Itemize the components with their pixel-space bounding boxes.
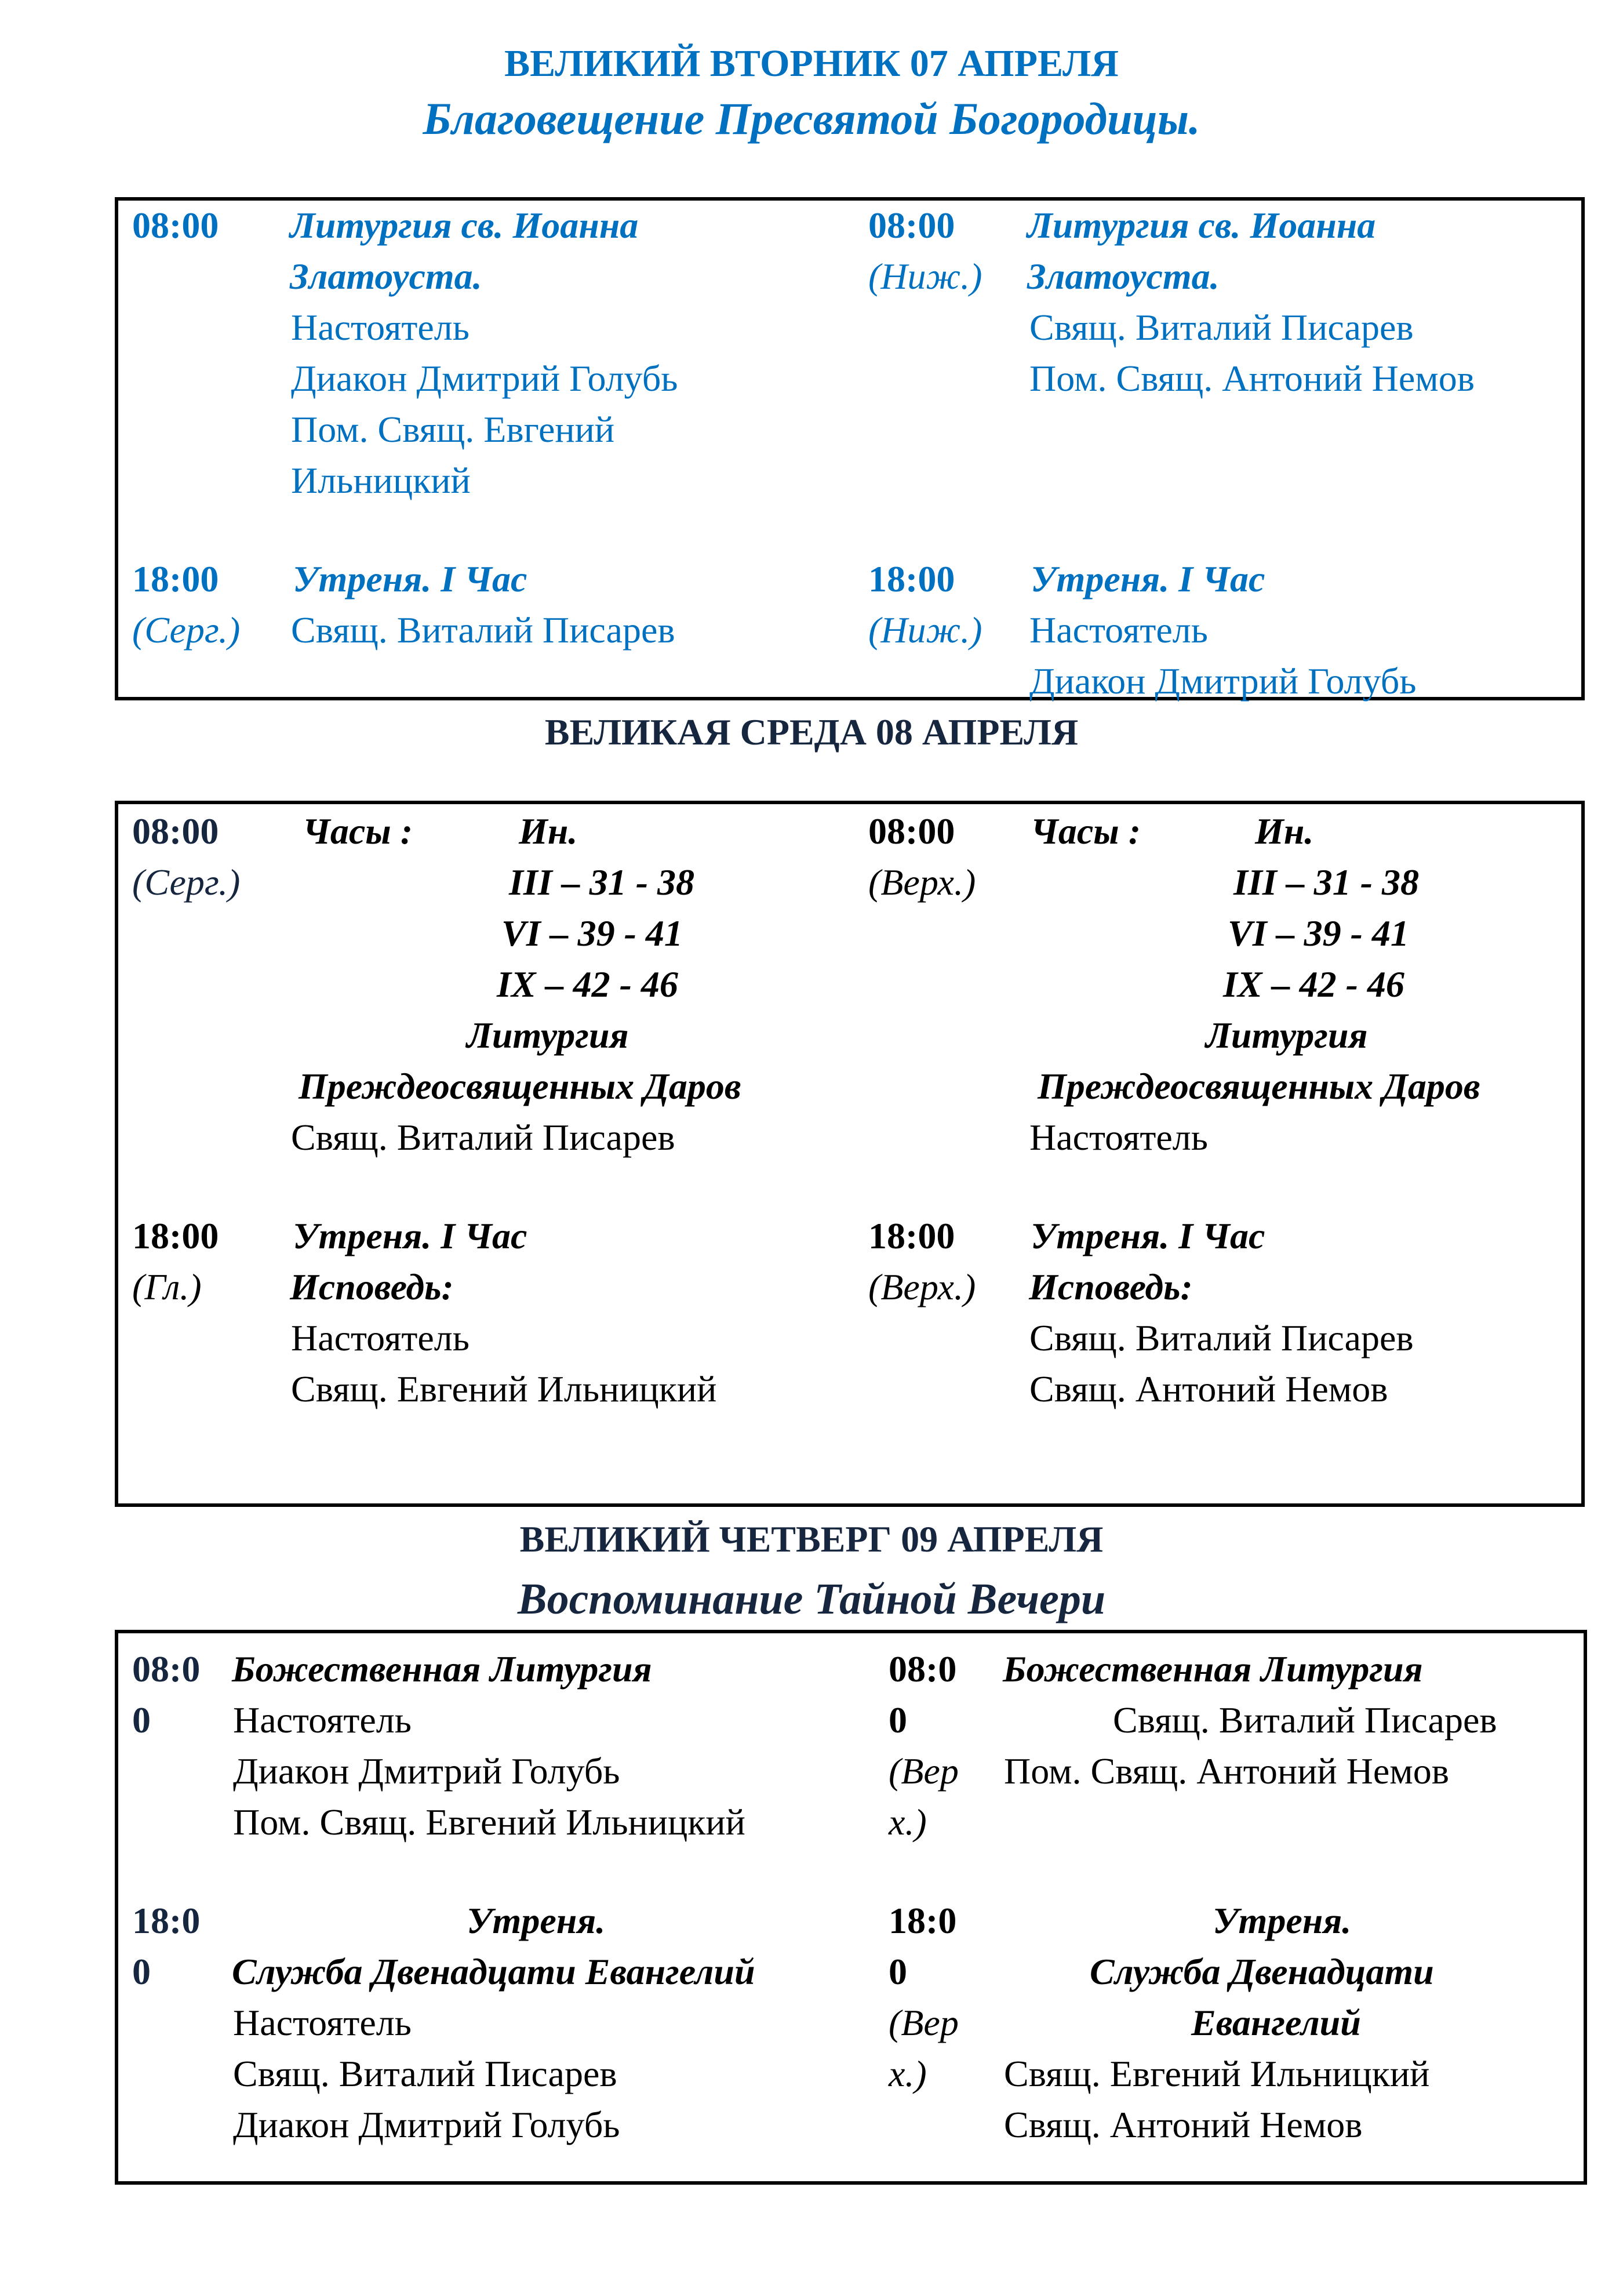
- day3-right-morning-clergy-1: Свящ. Виталий Писарев: [1113, 1699, 1497, 1741]
- day2-left-evening-clergy-1: Настоятель: [291, 1317, 470, 1358]
- day1-left-morning-time: 08:00: [132, 205, 219, 246]
- day2-right-morning-clergy-1: Настоятель: [1029, 1117, 1208, 1158]
- day1-right-morning-service-2: Златоуста.: [1027, 256, 1220, 297]
- day2-left-hour-3: III – 31 - 38: [509, 862, 695, 903]
- day2-right-hour-6: VI – 39 - 41: [1228, 913, 1409, 954]
- day1-right-evening-time: 18:00: [868, 558, 955, 600]
- day1-left-evening-time: 18:00: [132, 558, 219, 600]
- day2-left-evening-place: (Гл.): [132, 1266, 202, 1307]
- day3-right-morning-place-1: (Вер: [889, 1750, 959, 1792]
- day2-left-morning-service-2: Преждеосвященных Даров: [299, 1066, 741, 1107]
- day1-subtitle: Благовещение Пресвятой Богородицы.: [423, 93, 1200, 144]
- day2-right-hour-9: IX – 42 - 46: [1223, 964, 1404, 1005]
- day3-title: ВЕЛИКИЙ ЧЕТВЕРГ 09 АПРЕЛЯ: [519, 1518, 1104, 1560]
- day1-left-morning-clergy-3: Пом. Свящ. Евгений: [291, 409, 615, 450]
- day1-right-morning-time: 08:00: [868, 205, 955, 246]
- day3-left-morning-time-2: 0: [132, 1699, 151, 1741]
- day2-right-morning-service-2: Преждеосвященных Даров: [1038, 1066, 1480, 1107]
- day2-right-morning-service-1: Литургия: [1206, 1015, 1368, 1056]
- day3-subtitle: Воспоминание Тайной Вечери: [517, 1575, 1106, 1623]
- day2-left-evening-confession: Исповедь:: [290, 1266, 454, 1307]
- day3-right-evening-place-2: х.): [889, 2053, 927, 2094]
- day3-right-evening-place-1: (Вер: [889, 2002, 959, 2043]
- day3-right-morning-time-2: 0: [889, 1699, 907, 1741]
- day1-right-evening-place: (Ниж.): [868, 609, 982, 651]
- day2-right-hour-3: III – 31 - 38: [1233, 862, 1420, 903]
- day2-left-hour-9: IX – 42 - 46: [497, 964, 678, 1005]
- day2-title: ВЕЛИКАЯ СРЕДА 08 АПРЕЛЯ: [544, 711, 1079, 753]
- day1-left-morning-service-2: Златоуста.: [290, 256, 482, 297]
- day3-left-evening-service-2: Служба Двенадцати Евангелий: [232, 1951, 755, 1992]
- day1-title: ВЕЛИКИЙ ВТОРНИК 07 АПРЕЛЯ: [504, 42, 1119, 85]
- day3-left-evening-clergy-2: Свящ. Виталий Писарев: [233, 2053, 617, 2094]
- day2-left-evening-clergy-2: Свящ. Евгений Ильницкий: [291, 1368, 717, 1409]
- day2-right-morning-place: (Верх.): [868, 862, 976, 903]
- day2-right-evening-service-1: Утреня. I Час: [1031, 1215, 1265, 1256]
- day3-left-morning-clergy-3: Пом. Свящ. Евгений Ильницкий: [233, 1801, 745, 1843]
- day3-right-morning-clergy-2: Пом. Свящ. Антоний Немов: [1004, 1750, 1449, 1792]
- day2-right-evening-place: (Верх.): [868, 1266, 976, 1307]
- day3-left-evening-time-2: 0: [132, 1951, 151, 1992]
- day2-left-evening-time: 18:00: [132, 1215, 219, 1256]
- day3-left-evening-clergy-3: Диакон Дмитрий Голубь: [233, 2104, 620, 2145]
- day2-left-morning-place: (Серг.): [132, 862, 241, 903]
- day2-right-hours-label: Часы :: [1031, 811, 1141, 852]
- day3-right-evening-service-3: Евангелий: [1191, 2002, 1361, 2043]
- day2-left-morning-service-1: Литургия: [467, 1015, 629, 1056]
- day1-left-evening-clergy-1: Свящ. Виталий Писарев: [291, 609, 675, 651]
- day1-right-morning-clergy-2: Пом. Свящ. Антоний Немов: [1029, 358, 1475, 399]
- day2-right-evening-time: 18:00: [868, 1215, 955, 1256]
- day2-right-evening-clergy-1: Свящ. Виталий Писарев: [1029, 1317, 1414, 1358]
- day2-right-gospel-label: Ин.: [1255, 811, 1314, 852]
- day3-right-morning-service: Божественная Литургия: [1003, 1648, 1423, 1690]
- day1-left-morning-clergy-4: Ильницкий: [291, 460, 471, 501]
- day3-right-morning-place-2: х.): [889, 1801, 927, 1843]
- day2-left-morning-clergy-1: Свящ. Виталий Писарев: [291, 1117, 675, 1158]
- day1-right-evening-service: Утреня. I Час: [1031, 558, 1265, 600]
- day3-left-morning-clergy-1: Настоятель: [233, 1699, 412, 1741]
- day2-left-morning-time: 08:00: [132, 811, 219, 852]
- day1-right-evening-clergy-1: Настоятель: [1029, 609, 1208, 651]
- day1-right-evening-clergy-2: Диакон Дмитрий Голубь: [1029, 660, 1417, 702]
- day3-right-evening-service-1: Утреня.: [1213, 1900, 1352, 1941]
- day3-left-evening-time-1: 18:0: [132, 1900, 201, 1941]
- day2-left-gospel-label: Ин.: [519, 811, 578, 852]
- day3-right-evening-clergy-2: Свящ. Антоний Немов: [1004, 2104, 1363, 2145]
- day3-right-morning-time-1: 08:0: [889, 1648, 957, 1690]
- day1-right-morning-clergy-1: Свящ. Виталий Писарев: [1029, 307, 1414, 348]
- day2-left-hour-6: VI – 39 - 41: [501, 913, 683, 954]
- day2-right-evening-confession: Исповедь:: [1029, 1266, 1193, 1307]
- day1-left-evening-place: (Серг.): [132, 609, 241, 651]
- day2-right-morning-time: 08:00: [868, 811, 955, 852]
- day3-left-evening-clergy-1: Настоятель: [233, 2002, 412, 2043]
- day1-left-morning-clergy-1: Настоятель: [291, 307, 470, 348]
- day3-right-evening-time-1: 18:0: [889, 1900, 957, 1941]
- day1-right-morning-service-1: Литургия св. Иоанна: [1027, 205, 1376, 246]
- day3-right-evening-clergy-1: Свящ. Евгений Ильницкий: [1004, 2053, 1430, 2094]
- day2-left-evening-service-1: Утреня. I Час: [293, 1215, 527, 1256]
- day3-right-evening-time-2: 0: [889, 1951, 907, 1992]
- day3-left-morning-service: Божественная Литургия: [232, 1648, 652, 1690]
- day3-left-morning-clergy-2: Диакон Дмитрий Голубь: [233, 1750, 620, 1792]
- day2-left-hours-label: Часы :: [303, 811, 413, 852]
- day3-right-evening-service-2: Служба Двенадцати: [1090, 1951, 1434, 1992]
- day3-left-evening-service-1: Утреня.: [467, 1900, 606, 1941]
- day1-left-morning-clergy-2: Диакон Дмитрий Голубь: [291, 358, 678, 399]
- day1-left-evening-service: Утреня. I Час: [293, 558, 527, 600]
- day3-left-morning-time-1: 08:0: [132, 1648, 201, 1690]
- day1-left-morning-service-1: Литургия св. Иоанна: [290, 205, 639, 246]
- day2-right-evening-clergy-2: Свящ. Антоний Немов: [1029, 1368, 1388, 1409]
- day1-right-morning-place: (Ниж.): [868, 256, 982, 297]
